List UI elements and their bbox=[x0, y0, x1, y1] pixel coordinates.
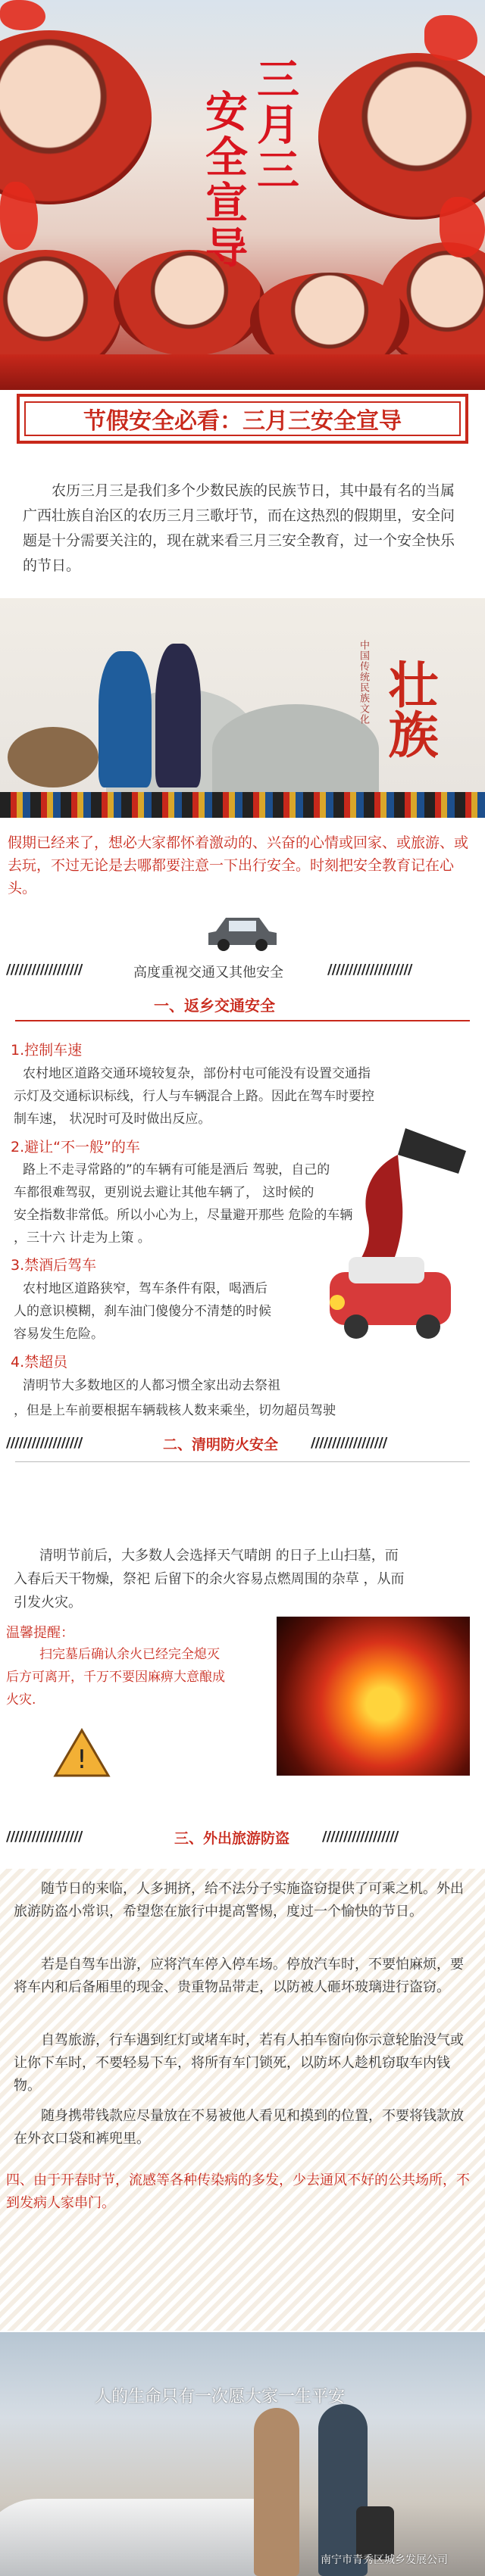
drunk-driving-illustration bbox=[314, 1121, 485, 1348]
section1-item4-line: 清明节大多数地区的人都习惯全家出动去祭祖 bbox=[23, 1378, 280, 1393]
holiday-warning: 假期已经来了，想必大家都怀着激动的、兴奋的心情或回家、或旅游、或去玩，不过无论是去哪都要注意一下出行安全。时刻把安全教育记在心头。 bbox=[8, 834, 469, 897]
zhuang-culture-banner bbox=[0, 598, 485, 818]
section2-heading: 二、清明防火安全 bbox=[163, 1436, 279, 1453]
section1-item3-line: 农村地区道路狭窄，驾车条件有限，喝酒后 bbox=[23, 1281, 268, 1296]
page-title-box bbox=[17, 394, 468, 444]
section1-item3-line: 容易发生危险。 bbox=[14, 1327, 104, 1342]
slash-divider: ////////////////// bbox=[322, 1829, 399, 1845]
hero-red-band bbox=[0, 354, 485, 390]
hero-title-col1: 三月三 bbox=[250, 57, 300, 193]
wechat-watermark: 南宁市青秀区城乡发展公司 bbox=[321, 2554, 448, 2566]
section1-item3-title: 3.禁酒后驾车 bbox=[11, 1257, 97, 1274]
section1-item2-line: 车都很难驾驭，更别说去避让其他车辆了， 这时候的 bbox=[14, 1185, 314, 1200]
section1-heading: 一、返乡交通安全 bbox=[154, 996, 275, 1015]
section-divider bbox=[15, 1020, 470, 1021]
intro-paragraph: 农历三月三是我们多个少数民族的民族节日，其中最有名的当属广西壮族自治区的农历三月三歌圩节，而在这热烈的假期里，安全问题是十分需要关注的，现在就来看三月三安全教育，过一个安全快乐的节日。 bbox=[23, 482, 455, 574]
section3-background bbox=[0, 1869, 485, 2331]
slash-divider: ////////////////// bbox=[6, 1435, 83, 1451]
traveler-figure bbox=[254, 2408, 299, 2576]
section1-item2-line: 安全指数非常低。所以小心为上，尽量避开那些 危险的车辆 bbox=[14, 1208, 353, 1223]
figure-man bbox=[99, 651, 152, 787]
hero-title-col2: 安全宣导 bbox=[199, 89, 249, 271]
section3-heading: 三、外出旅游防盗 bbox=[174, 1830, 290, 1847]
drum-image bbox=[318, 53, 485, 220]
zhuang-subtitle: 中国传统民族文化 bbox=[358, 640, 369, 725]
forest-fire-image bbox=[277, 1617, 470, 1776]
zhuang-title: 壮族 bbox=[380, 659, 439, 759]
section1-item4-title: 4.禁超员 bbox=[11, 1354, 68, 1371]
ethnic-pattern-strip bbox=[0, 792, 485, 818]
warning-mascot-icon bbox=[52, 1726, 112, 1779]
hero-banner bbox=[0, 0, 485, 390]
section1-item4-line: ，但是上车前要根据车辆载核人数来乘坐，切勿超员驾驶 bbox=[14, 1403, 336, 1418]
slash-divider: //////////////////// bbox=[327, 962, 412, 978]
ribbon-decoration bbox=[424, 15, 477, 61]
bronze-drum-icon bbox=[8, 727, 99, 787]
slash-divider: ////////////////// bbox=[6, 962, 83, 978]
car-icon bbox=[205, 909, 280, 954]
ribbon-decoration bbox=[0, 0, 45, 30]
section1-item1-line: 制车速， 状况时可及时做出反应。 bbox=[14, 1112, 211, 1127]
section4-text: 四、由于开春时节，流感等各种传染病的多发，少去通风不好的公共场所，不到发病人家串门。 bbox=[6, 2172, 470, 2211]
section3-paragraph: 若是自驾车出游，应将汽车停入停车场。停放汽车时，不要怕麻烦，要将车内和后备厢里的现金、贵重物品带走，以防被人砸坏玻璃进行盗窃。 bbox=[14, 1957, 464, 1995]
page-title: 节假安全必看：三月三安全宣导 bbox=[83, 408, 402, 435]
section3-paragraph: 随节日的来临，人多拥挤，给不法分子实施盗窃提供了可乘之机。外出旅游防盗小常识，希望您在旅行中提高警惕，度过一个愉快的节日。 bbox=[14, 1881, 464, 1920]
bottom-travel-image bbox=[0, 2332, 485, 2576]
section3-paragraph: 随身携带钱款应尽量放在不易被他人看见和摸到的位置，不要将钱款放在外衣口袋和裤兜里。 bbox=[14, 2108, 464, 2147]
tip-line: 后方可离开，千万不要因麻痹大意酿成 bbox=[6, 1670, 225, 1685]
section1-item2-line: 路上不走寻常路的”的车辆有可能是酒后 驾驶，自己的 bbox=[23, 1162, 330, 1177]
separator-label: 高度重视交通又其他安全 bbox=[133, 965, 283, 981]
drum-image bbox=[0, 30, 152, 204]
tip-line: 扫完墓后确认余火已经完全熄灭 bbox=[39, 1647, 220, 1662]
bottom-caption: 人的生命只有一次愿大家一生平安 bbox=[95, 2387, 346, 2406]
figure-woman bbox=[155, 644, 201, 787]
section1-item1-line: 示灯及交通标识标线，行人与车辆混合上路。因此在驾车时要控 bbox=[14, 1089, 374, 1104]
ribbon-decoration bbox=[440, 197, 485, 257]
mountain-shape bbox=[212, 704, 379, 795]
section2-line: 清明节前后，大多数人会选择天气晴朗 的日子上山扫墓，而 bbox=[39, 1548, 399, 1564]
section2-line: 入春后天干物燥，祭祀 后留下的余火容易点燃周围的杂草 ，从而 bbox=[14, 1571, 405, 1587]
section1-item2-line: ，三十六 计走为上策 。 bbox=[14, 1230, 151, 1246]
section1-item2-title: 2.避让“不一般”的车 bbox=[11, 1139, 140, 1155]
slash-divider: ////////////////// bbox=[6, 1829, 83, 1845]
slash-divider: ////////////////// bbox=[311, 1435, 387, 1451]
section2-line: 引发火灾。 bbox=[14, 1595, 82, 1611]
tip-line: 火灾. bbox=[6, 1692, 36, 1707]
section1-item3-line: 人的意识模糊，刹车油门傻傻分不清楚的时候 bbox=[14, 1304, 271, 1319]
high-speed-train bbox=[0, 2499, 265, 2576]
section1-item1-title: 1.控制车速 bbox=[11, 1042, 83, 1059]
tip-title: 温馨提醒： bbox=[6, 1625, 74, 1641]
section-divider bbox=[15, 1461, 470, 1462]
svg-text:!: ! bbox=[77, 1745, 87, 1775]
section3-paragraph: 自驾旅游，行车遇到红灯或堵车时，若有人拍车窗向你示意轮胎没气或让你下车时，不要轻易下车，将所有车门锁死，以防坏人趁机窃取车内钱物。 bbox=[14, 2032, 464, 2094]
section1-item1-line: 农村地区道路交通环境较复杂，部份村屯可能没有设置交通指 bbox=[23, 1066, 371, 1081]
